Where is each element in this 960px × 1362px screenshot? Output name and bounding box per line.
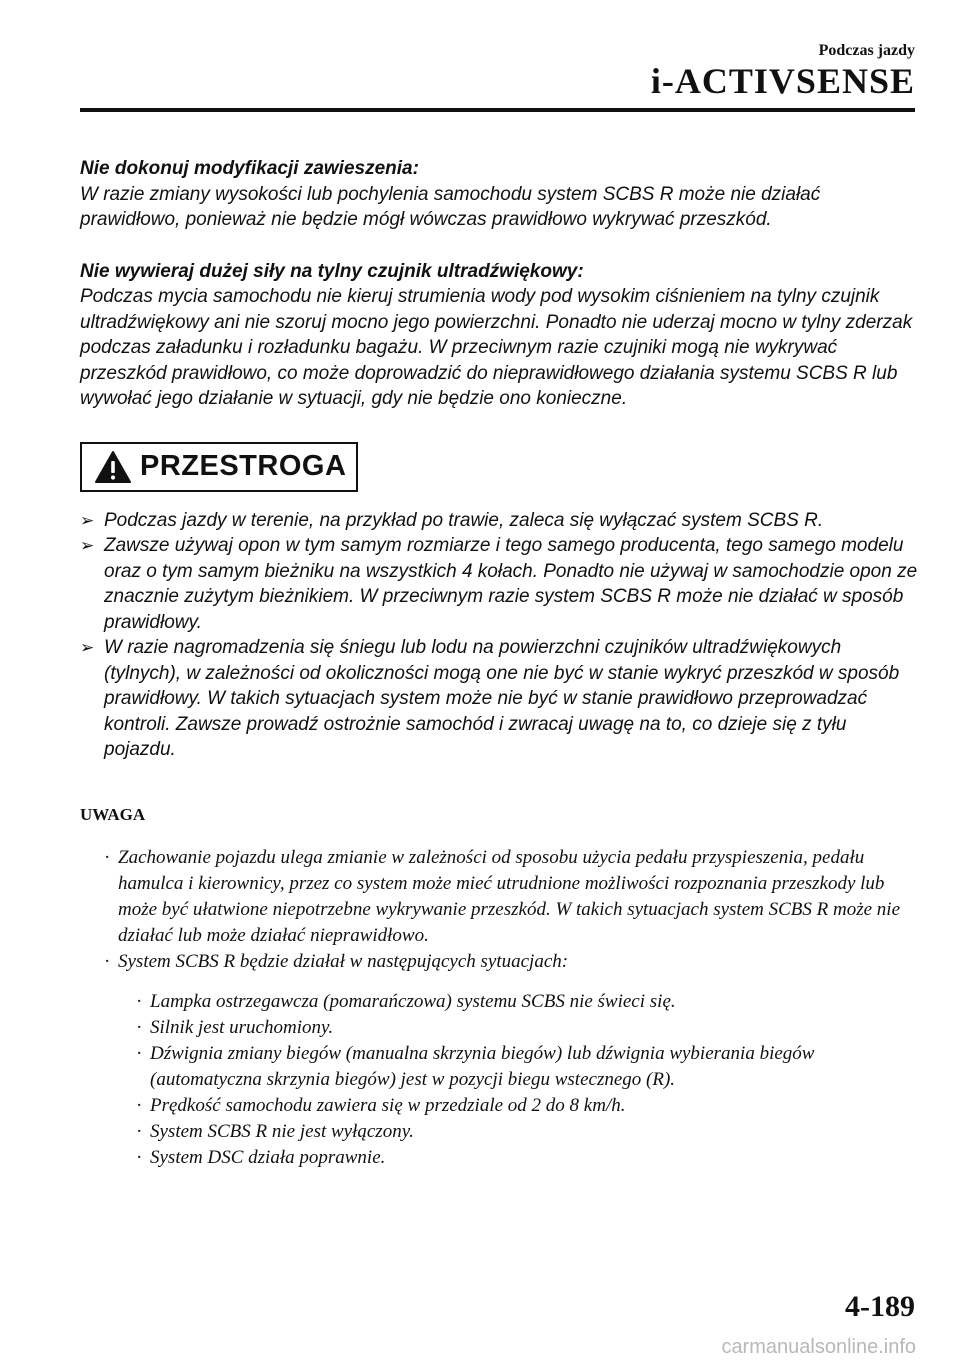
dot-bullet-icon: ·: [136, 1016, 143, 1038]
note-subitem-text: Lampka ostrzegawcza (pomarańczowa) systemu SCBS nie świeci się.: [150, 990, 676, 1012]
caution-item-text: W razie nagromadzenia się śniegu lub lodu na powierzchni czujników ultradźwiękowych (tylnych), w zależności od okoliczności mogą one nie być w stanie wykryć przeszkód w sposób prawidłowy. W takich sytuacjach system może nie być w stanie prawidłowo przeprowadzać kontroli. Zawsze prowadź ostrożnie samochód i zwracaj uwagę na to, co dzieje się z tyłu pojazdu.: [104, 637, 900, 760]
arrow-bullet-icon: ➢: [80, 510, 95, 530]
note-list: [80, 845, 918, 1171]
warning-text: Podczas mycia samochodu nie kieruj strumienia wody pod wysokim ciśnieniem na tylny czujnik ultradźwiękowy ani nie szoruj mocno jego powierzchni. Ponadto nie uderzaj mocno w tylny zderzak podczas załadunku i rozładunku bagażu. W przeciwnym razie czujniki mogą nie wykrywać przeszkód prawidłowo, co może doprowadzić do nieprawidłowego działania systemu SCBS R lub wywołać jego działanie w sytuacji, gdy nie będzie ono konieczne.: [80, 286, 913, 409]
note-subitem-text: Silnik jest uruchomiony.: [150, 1016, 334, 1038]
dot-bullet-icon: ·: [104, 950, 111, 972]
header-rule: [80, 108, 915, 112]
note-subitem-text: Dźwignia zmiany biegów (manualna skrzynia biegów) lub dźwignia wybierania biegów (automatyczna skrzynia biegów) jest w pozycji biegu wstecznego (R).: [150, 1042, 815, 1090]
dot-bullet-icon: ·: [136, 990, 143, 1012]
note-item: [104, 949, 918, 1171]
caution-label: PRZESTROGA: [140, 450, 347, 482]
note-subitem: [136, 989, 918, 1015]
note-subitem-text: System SCBS R nie jest wyłączony.: [150, 1120, 414, 1142]
note-title: UWAGA: [80, 804, 146, 824]
caution-item: [80, 508, 918, 534]
dot-bullet-icon: ·: [136, 1042, 143, 1064]
warning-block-suspension: [80, 156, 918, 233]
page-header: [651, 42, 915, 102]
warning-triangle-icon: [94, 450, 132, 484]
note-subitem: [136, 1015, 918, 1041]
dot-bullet-icon: ·: [136, 1146, 143, 1168]
note-item: [104, 845, 918, 949]
caution-banner: [80, 442, 358, 492]
warning-text: W razie zmiany wysokości lub pochylenia samochodu system SCBS R może nie działać prawidłowo, ponieważ nie będzie mógł wówczas prawidłowo wykrywać przeszkód.: [80, 183, 821, 230]
warning-block-sensor: [80, 259, 918, 412]
page-number: 4-189: [845, 1290, 915, 1323]
footer-watermark: carmanualsonline.info: [721, 1336, 916, 1358]
note-subitem: [136, 1093, 918, 1119]
dot-bullet-icon: ·: [136, 1120, 143, 1142]
warning-heading: Nie dokonuj modyfikacji zawieszenia:: [80, 158, 419, 179]
note-item-text: Zachowanie pojazdu ulega zmianie w zależności od sposobu użycia pedału przyspieszenia, pedału hamulca i kierownicy, przez co system może mieć utrudnione możliwości rozpoznania przeszkody lub może być ułatwione niepotrzebne wykrywanie przeszkód. W takich sytuacjach system SCBS R może nie działać lub może działać nieprawidłowo.: [118, 846, 900, 946]
caution-item: [80, 533, 918, 635]
note-subitem-text: Prędkość samochodu zawiera się w przedziale od 2 do 8 km/h.: [150, 1094, 626, 1116]
dot-bullet-icon: ·: [104, 846, 111, 868]
note-sublist: [118, 989, 918, 1171]
note-subitem: [136, 1145, 918, 1171]
caution-item-text: Podczas jazdy w terenie, na przykład po trawie, zaleca się wyłączać system SCBS R.: [104, 509, 824, 531]
note-item-text: System SCBS R będzie działał w następujących sytuacjach:: [118, 950, 569, 972]
warning-heading: Nie wywieraj dużej siły na tylny czujnik ultradźwiękowy:: [80, 260, 584, 282]
note-subitem-text: System DSC działa poprawnie.: [150, 1146, 386, 1168]
caution-item: [80, 635, 918, 763]
caution-list: [80, 508, 918, 763]
caution-item-text: Zawsze używaj opon w tym samym rozmiarze i tego samego producenta, tego samego modelu oraz o tym samym bieżniku na wszystkich 4 kołach. Ponadto nie używaj w samochodzie opon ze znacznie zużytym bieżnikiem. W przeciwnym razie system SCBS R może nie działać w sposób prawidłowy.: [104, 535, 918, 633]
note-subitem: [136, 1119, 918, 1145]
arrow-bullet-icon: ➢: [80, 536, 95, 555]
chapter-title: i-ACTIVSENSE: [650, 61, 915, 101]
page-content: [80, 156, 918, 1171]
note-subitem: [136, 1041, 918, 1093]
section-title: Podczas jazdy: [818, 42, 915, 59]
arrow-bullet-icon: ➢: [80, 638, 95, 657]
dot-bullet-icon: ·: [136, 1094, 143, 1116]
